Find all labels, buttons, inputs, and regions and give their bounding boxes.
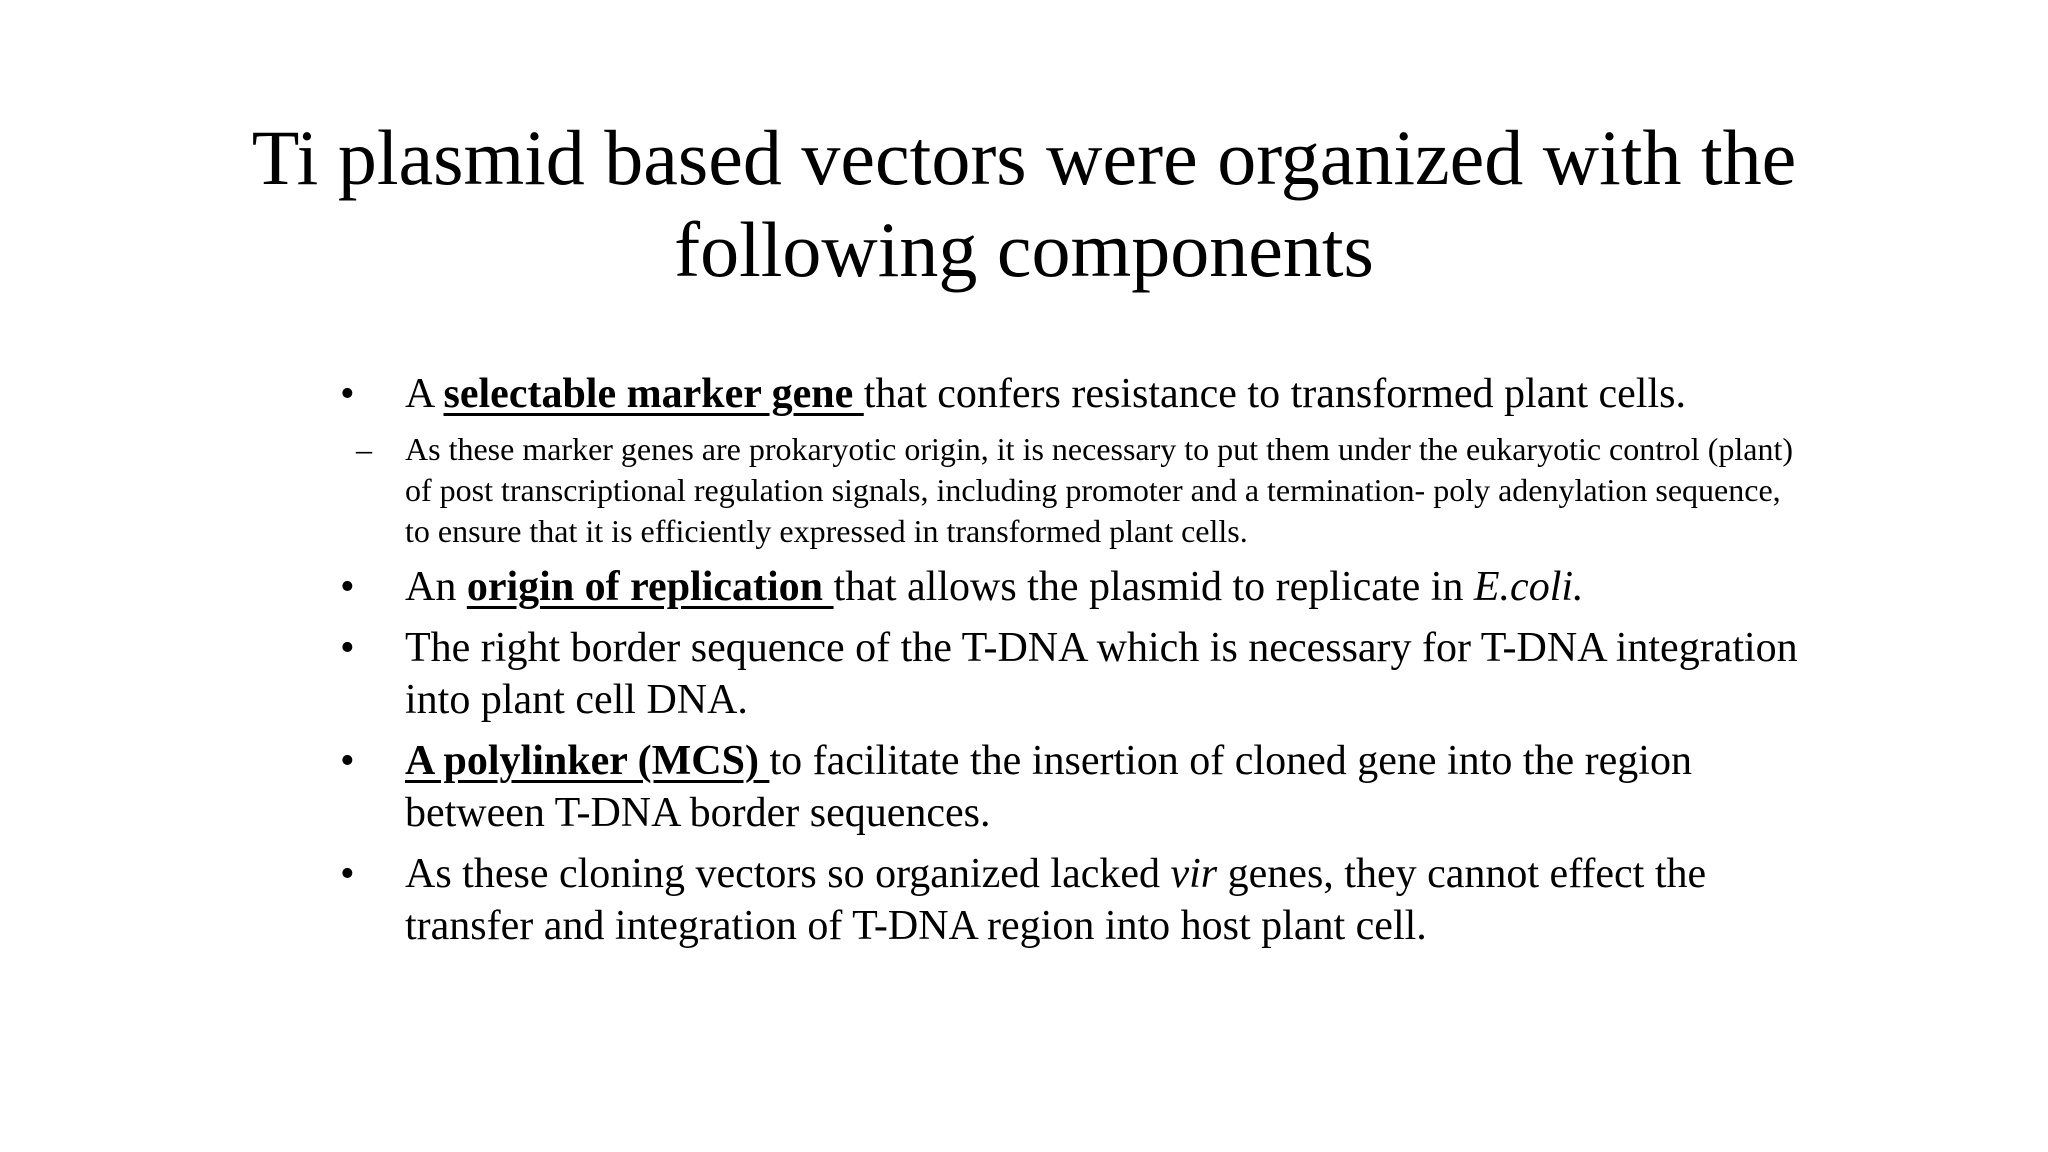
- bullet-text: The right border sequence of the T-DNA which is necessary for T-DNA integration into plant cell DNA.: [405, 625, 1798, 723]
- bullet-emphasis: selectable marker gene: [443, 371, 864, 417]
- bullet-marker: •: [340, 371, 355, 417]
- bullet-italic-text: E.coli.: [1473, 564, 1584, 610]
- bullet-text-suffix: genes, they cannot effect the transfer and integration of T-DNA region into host plant cell.: [405, 851, 1707, 949]
- bullet-text-prefix: As these cloning vectors so organized lacked: [405, 851, 1171, 897]
- bullet-text-prefix: An: [405, 564, 467, 610]
- bullet-marker: •: [340, 851, 355, 897]
- bullet-emphasis: A polylinker (MCS): [405, 738, 770, 784]
- bullet-marker: •: [340, 738, 355, 784]
- sub-bullet-marker-genes: [340, 429, 1800, 552]
- bullet-text-prefix: A: [405, 371, 444, 417]
- bullet-italic-text: vir: [1170, 851, 1218, 897]
- bullet-selectable-marker: [340, 368, 1800, 420]
- bullet-emphasis: origin of replication: [466, 564, 834, 610]
- bullet-vir-genes: [340, 848, 1800, 952]
- bullet-text-suffix: to facilitate the insertion of cloned gene into the region between T-DNA border sequences.: [405, 738, 1692, 836]
- slide-title: [0, 112, 2048, 296]
- bullet-marker: •: [340, 564, 355, 610]
- bullet-list: [340, 368, 1800, 961]
- bullet-polylinker: [340, 735, 1800, 839]
- sub-bullet-text: As these marker genes are prokaryotic origin, it is necessary to put them under the eukaryotic control (plant) of post transcriptional regulation signals, including promoter and a termination- poly adenylation sequence, to ensure that it is efficiently expressed in transformed plant cells.: [405, 431, 1793, 549]
- bullet-right-border: [340, 622, 1800, 726]
- slide-title-line-2: following components: [674, 206, 1374, 293]
- bullet-text-suffix: that allows the plasmid to replicate in: [833, 564, 1474, 610]
- bullet-text-suffix: that confers resistance to transformed plant cells.: [863, 371, 1686, 417]
- sub-bullet-marker: –: [356, 431, 372, 467]
- slide-title-line-1: Ti plasmid based vectors were organized with the: [251, 114, 1797, 201]
- bullet-marker: •: [340, 625, 355, 671]
- bullet-origin-of-replication: [340, 561, 1800, 613]
